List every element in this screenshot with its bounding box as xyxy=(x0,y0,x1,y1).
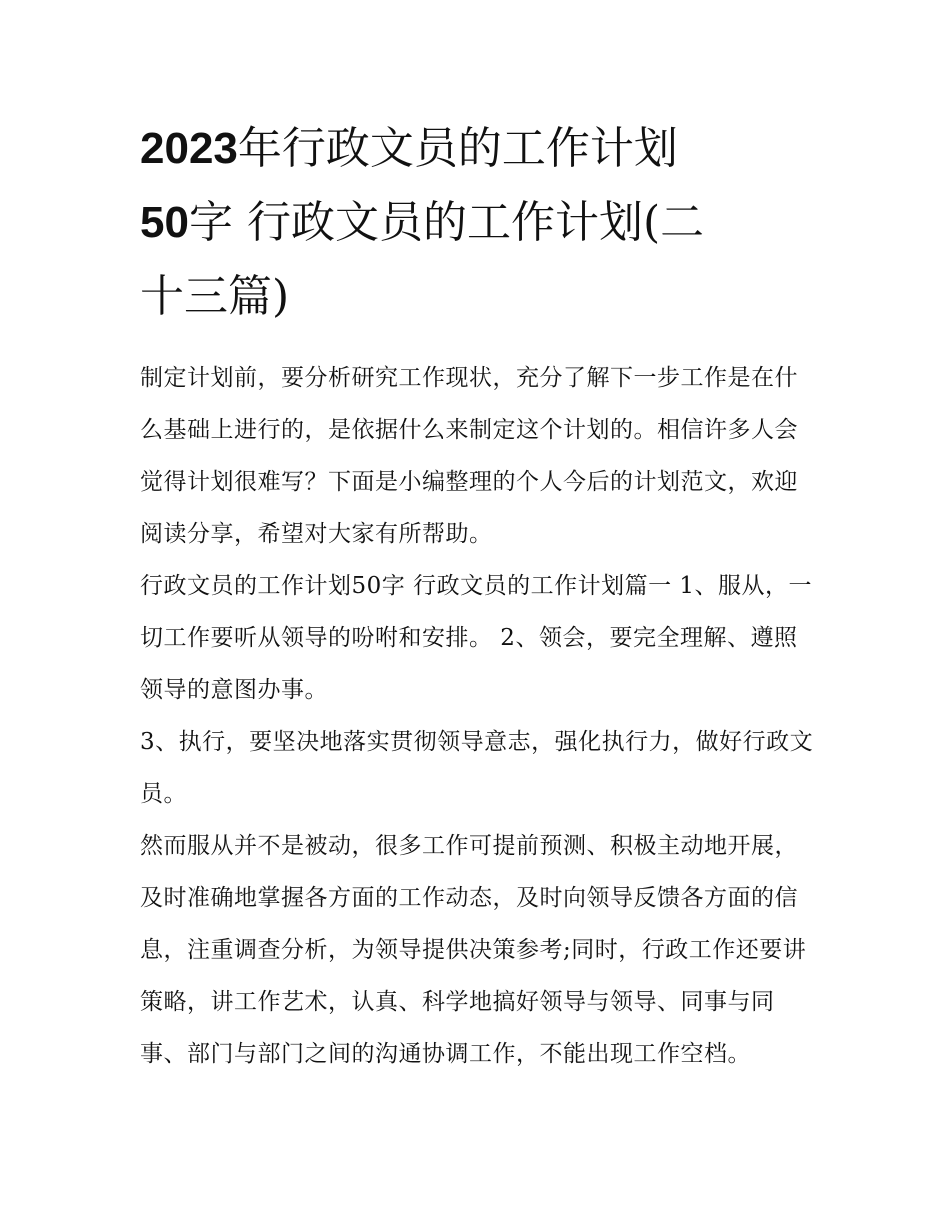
document-body xyxy=(140,352,820,1080)
title-line-1 xyxy=(140,112,820,186)
title-text: 十三篇) xyxy=(140,271,290,322)
title-text: 年行政文员的工作计划 xyxy=(237,123,678,174)
title-number: 50 xyxy=(140,198,189,247)
paragraph-plan-part-2: 3、执行，要坚决地落实贯彻领导意志，强化执行力，做好行政文员。 xyxy=(140,729,814,807)
document-title xyxy=(140,0,820,334)
title-line-3 xyxy=(140,260,820,334)
paragraph-intro: 制定计划前，要分析研究工作现状，充分了解下一步工作是在什么基础上进行的，是依据什么来制定这个计划的。相信许多人会觉得计划很难写？下面是小编整理的个人今后的计划范文，欢迎阅读分享，希望对大家有所帮助。 xyxy=(140,365,798,547)
paragraph-plan-part-3: 然而服从并不是被动，很多工作可提前预测、积极主动地开展，及时准确地掌握各方面的工作动态，及时向领导反馈各方面的信息，注重调查分析，为领导提供决策参考;同时，行政工作还要讲策略，讲工作艺术，认真、科学地搞好领导与领导、同事与同事、部门与部门之间的沟通协调工作，不能出现工作空档。 xyxy=(140,833,807,1067)
title-number: 2023 xyxy=(140,124,238,173)
title-line-2 xyxy=(140,186,820,260)
paragraph-plan-part-1: 行政文员的工作计划50字 行政文员的工作计划篇一 1、服从，一切工作要听从领导的吩咐和安排。 2、领会，要完全理解、遵照领导的意图办事。 xyxy=(140,573,813,703)
document-page xyxy=(140,0,820,1080)
title-text: 字 行政文员的工作计划(二 xyxy=(188,197,705,248)
